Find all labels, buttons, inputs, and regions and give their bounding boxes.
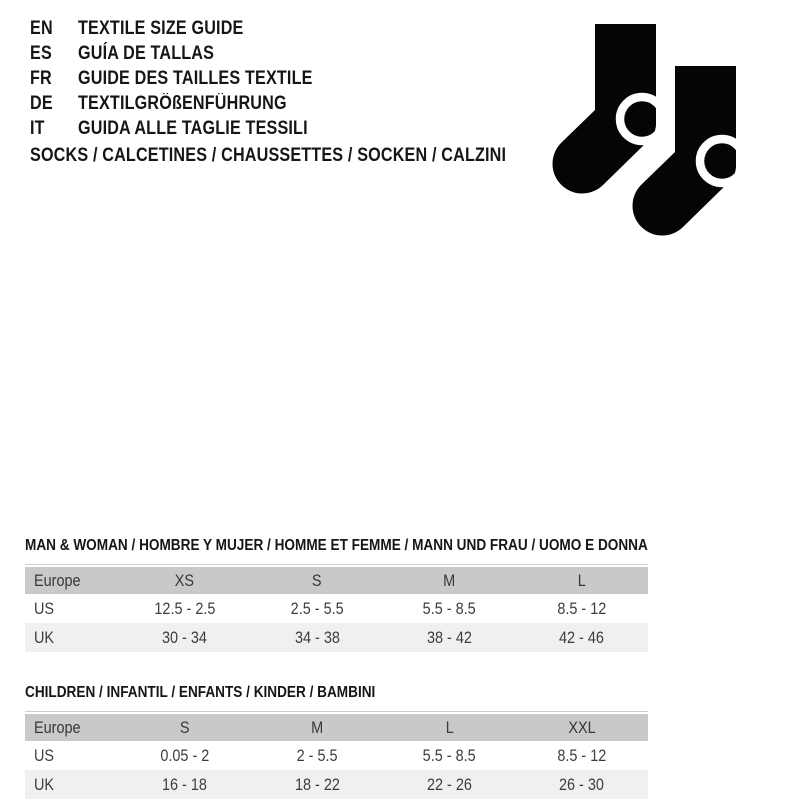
size-table-children	[25, 684, 648, 799]
language-code: IT	[30, 117, 45, 139]
table-title-text: MAN & WOMAN / HOMBRE Y MUJER / HOMME ET FEMME / MANN UND FRAU / UOMO E DONNA	[25, 537, 648, 554]
category-line-text: SOCKS / CALCETINES / CHAUSSETTES / SOCKEN / CALZINI	[30, 145, 507, 166]
language-code: EN	[30, 17, 53, 39]
language-label: GUIDE DES TAILLES TEXTILE	[78, 67, 313, 89]
table-row-uk	[25, 623, 648, 652]
language-row-en	[30, 16, 354, 41]
table-top-border	[25, 711, 648, 712]
size-cell: 26 - 30	[559, 774, 605, 794]
language-label: GUIDA ALLE TAGLIE TESSILI	[78, 117, 308, 139]
socks-icon	[546, 24, 758, 240]
language-row-es	[30, 41, 354, 66]
size-cell: 42 - 46	[559, 627, 605, 647]
header-cell-m: M	[443, 570, 456, 590]
category-line	[30, 145, 590, 167]
row-label: US	[34, 745, 55, 765]
table-header-row	[25, 567, 648, 594]
table-row-us	[25, 741, 648, 770]
table-row-us	[25, 594, 648, 623]
language-code: FR	[30, 67, 52, 89]
language-row-de	[30, 91, 354, 116]
row-label: UK	[34, 627, 55, 647]
table-row-uk	[25, 770, 648, 799]
size-cell: 5.5 - 8.5	[422, 598, 476, 618]
size-cell: 12.5 - 2.5	[154, 598, 216, 618]
size-cell: 5.5 - 8.5	[422, 745, 476, 765]
header-cell-l: L	[577, 570, 586, 590]
header-cell-region: Europe	[34, 717, 81, 737]
table-top-border	[25, 564, 648, 565]
size-cell: 8.5 - 12	[557, 745, 607, 765]
language-label: TEXTILGRÖßENFÜHRUNG	[78, 92, 287, 114]
language-list	[30, 16, 354, 141]
header-cell-l: L	[445, 717, 454, 737]
table-title-text: CHILDREN / INFANTIL / ENFANTS / KINDER / BAMBINI	[25, 684, 376, 701]
size-cell: 22 - 26	[426, 774, 472, 794]
size-cell: 38 - 42	[426, 627, 472, 647]
size-cell: 34 - 38	[294, 627, 340, 647]
size-cell: 30 - 34	[162, 627, 208, 647]
row-label: UK	[34, 774, 55, 794]
size-cell: 8.5 - 12	[557, 598, 607, 618]
language-row-fr	[30, 66, 354, 91]
language-row-it	[30, 116, 354, 141]
language-label: GUÍA DE TALLAS	[78, 42, 215, 64]
language-code: ES	[30, 42, 52, 64]
table-title	[25, 537, 648, 554]
header-cell-m: M	[310, 717, 324, 737]
size-cell: 18 - 22	[294, 774, 340, 794]
header-cell-s: S	[179, 717, 190, 737]
header-cell-xs: XS	[174, 570, 195, 590]
header-cell-s: S	[312, 570, 322, 590]
table-header-row	[25, 714, 648, 741]
language-code: DE	[30, 92, 53, 114]
size-cell: 0.05 - 2	[160, 745, 210, 765]
size-cell: 16 - 18	[162, 774, 208, 794]
table-title	[25, 684, 648, 701]
header-cell-region: Europe	[34, 570, 81, 590]
row-label: US	[34, 598, 55, 618]
size-table-man-woman	[25, 537, 648, 652]
size-cell: 2.5 - 5.5	[290, 598, 344, 618]
language-label: TEXTILE SIZE GUIDE	[78, 17, 244, 39]
header-cell-xxl: XXL	[568, 717, 596, 737]
size-cell: 2 - 5.5	[296, 745, 338, 765]
